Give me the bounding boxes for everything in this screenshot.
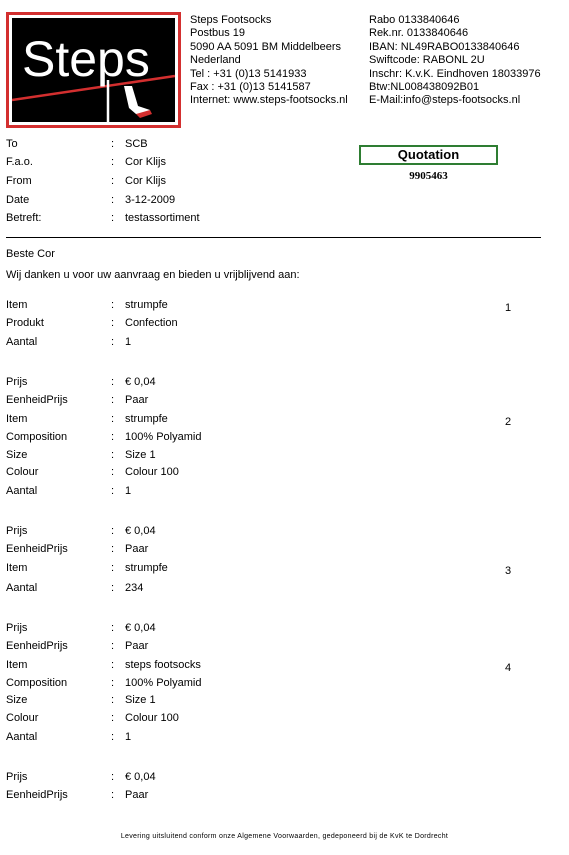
row-value: strumpfe	[125, 299, 168, 311]
row-label: Colour	[6, 712, 39, 724]
row-value: steps footsocks	[125, 659, 201, 671]
unit-colon: :	[111, 394, 115, 406]
unit-value: Paar	[125, 789, 149, 801]
row-label: Composition	[6, 431, 68, 443]
meta-value-date: 3-12-2009	[125, 194, 176, 206]
bank-swift: Swiftcode: RABONL 2U	[369, 54, 485, 67]
row-colon: :	[111, 317, 115, 329]
row-colon: :	[111, 694, 115, 706]
meta-colon: :	[111, 138, 115, 150]
row-value: 100% Polyamid	[125, 431, 202, 443]
company-address-block	[190, 14, 348, 108]
price-label: Prijs	[6, 376, 28, 388]
price-colon: :	[111, 771, 115, 783]
unit-colon: :	[111, 640, 115, 652]
logo-background	[12, 18, 175, 122]
row-colon: :	[111, 336, 115, 348]
price-value: € 0,04	[125, 525, 156, 537]
price-value: € 0,04	[125, 771, 156, 783]
price-label: Prijs	[6, 525, 28, 537]
row-label: Size	[6, 694, 28, 706]
row-colon: :	[111, 466, 115, 478]
price-label: Prijs	[6, 622, 28, 634]
unit-label: EenheidPrijs	[6, 640, 68, 652]
row-value: Colour 100	[125, 466, 179, 478]
item-number: 3	[505, 565, 512, 577]
row-colon: :	[111, 431, 115, 443]
meta-value-to: SCB	[125, 138, 148, 150]
item-number: 4	[505, 662, 512, 674]
meta-label-fao: F.a.o.	[6, 156, 33, 168]
unit-value: Paar	[125, 543, 149, 555]
company-country: Nederland	[190, 54, 241, 67]
logo-text: Steps	[22, 31, 150, 87]
row-colon: :	[111, 582, 115, 594]
row-label: Colour	[6, 466, 39, 478]
quotation-title: Quotation	[359, 145, 498, 165]
row-label: Item	[6, 413, 28, 425]
bank-rabo: Rabo 0133840646	[369, 14, 460, 26]
unit-colon: :	[111, 789, 115, 801]
logo-graphic	[12, 18, 175, 122]
company-email: E-Mail:info@steps-footsocks.nl	[369, 94, 521, 107]
unit-value: Paar	[125, 394, 149, 406]
row-label: Aantal	[6, 485, 38, 497]
row-colon: :	[111, 485, 115, 497]
row-value: 1	[125, 336, 132, 348]
row-value: strumpfe	[125, 413, 168, 425]
meta-label-from: From	[6, 175, 32, 187]
row-value: strumpfe	[125, 562, 168, 574]
bank-iban: IBAN: NL49RABO0133840646	[369, 40, 520, 53]
row-label: Item	[6, 562, 28, 574]
price-label: Prijs	[6, 771, 28, 783]
row-label: Composition	[6, 677, 68, 689]
row-label: Produkt	[6, 317, 44, 329]
row-colon: :	[111, 677, 115, 689]
meta-colon: :	[111, 194, 115, 206]
company-bank-block	[369, 14, 541, 108]
intro-text: Wij danken u voor uw aanvraag en bieden u vrijblijvend aan:	[6, 269, 300, 281]
company-fax: Fax : +31 (0)13 5141587	[190, 81, 311, 94]
unit-label: EenheidPrijs	[6, 394, 68, 406]
terms-footer: Levering uitsluitend conform onze Algemene Voorwaarden, gedeponeerd bij de KvK te Dordrecht	[120, 833, 449, 840]
row-label: Item	[6, 659, 28, 671]
meta-colon: :	[111, 212, 115, 224]
meta-label-date: Date	[6, 194, 30, 206]
price-colon: :	[111, 525, 115, 537]
row-label: Size	[6, 449, 28, 461]
company-vat: Btw:NL008438092B01	[369, 81, 480, 94]
meta-colon: :	[111, 156, 115, 168]
company-kvk: Inschr: K.v.K. Eindhoven 18033976	[369, 67, 541, 80]
company-logo	[6, 12, 181, 128]
item-number: 1	[505, 302, 512, 314]
meta-value-from: Cor Klijs	[125, 175, 166, 187]
row-label: Item	[6, 299, 28, 311]
meta-label-to: To	[6, 138, 18, 150]
row-colon: :	[111, 731, 115, 743]
greeting: Beste Cor	[6, 248, 55, 260]
price-value: € 0,04	[125, 622, 156, 634]
divider-line	[6, 237, 541, 238]
row-value: 100% Polyamid	[125, 677, 202, 689]
company-postcode: 5090 AA 5091 BM Middelbeers	[190, 40, 342, 53]
row-colon: :	[111, 299, 115, 311]
row-value: 1	[125, 485, 132, 497]
row-label: Aantal	[6, 336, 38, 348]
price-colon: :	[111, 376, 115, 388]
row-value: Size 1	[125, 694, 156, 706]
unit-label: EenheidPrijs	[6, 543, 68, 555]
row-colon: :	[111, 659, 115, 671]
row-value: Confection	[125, 317, 178, 329]
company-name: Steps Footsocks	[190, 14, 272, 26]
row-value: 1	[125, 731, 132, 743]
quotation-number: 9905463	[409, 170, 448, 182]
meta-value-fao: Cor Klijs	[125, 156, 166, 168]
company-phone: Tel : +31 (0)13 5141933	[190, 67, 307, 80]
row-colon: :	[111, 712, 115, 724]
row-label: Aantal	[6, 582, 38, 594]
company-postbus: Postbus 19	[190, 27, 246, 40]
row-value: Size 1	[125, 449, 156, 461]
item-number: 2	[505, 416, 512, 428]
row-colon: :	[111, 562, 115, 574]
meta-colon: :	[111, 175, 115, 187]
row-colon: :	[111, 449, 115, 461]
unit-colon: :	[111, 543, 115, 555]
meta-value-subject: testassortiment	[125, 212, 200, 224]
price-colon: :	[111, 622, 115, 634]
row-value: Colour 100	[125, 712, 179, 724]
unit-value: Paar	[125, 640, 149, 652]
row-value: 234	[125, 582, 144, 594]
row-colon: :	[111, 413, 115, 425]
unit-label: EenheidPrijs	[6, 789, 68, 801]
bank-account: Rek.nr. 0133840646	[369, 27, 469, 40]
company-website: Internet: www.steps-footsocks.nl	[190, 94, 348, 107]
row-label: Aantal	[6, 731, 38, 743]
meta-label-subject: Betreft:	[6, 212, 42, 224]
price-value: € 0,04	[125, 376, 156, 388]
